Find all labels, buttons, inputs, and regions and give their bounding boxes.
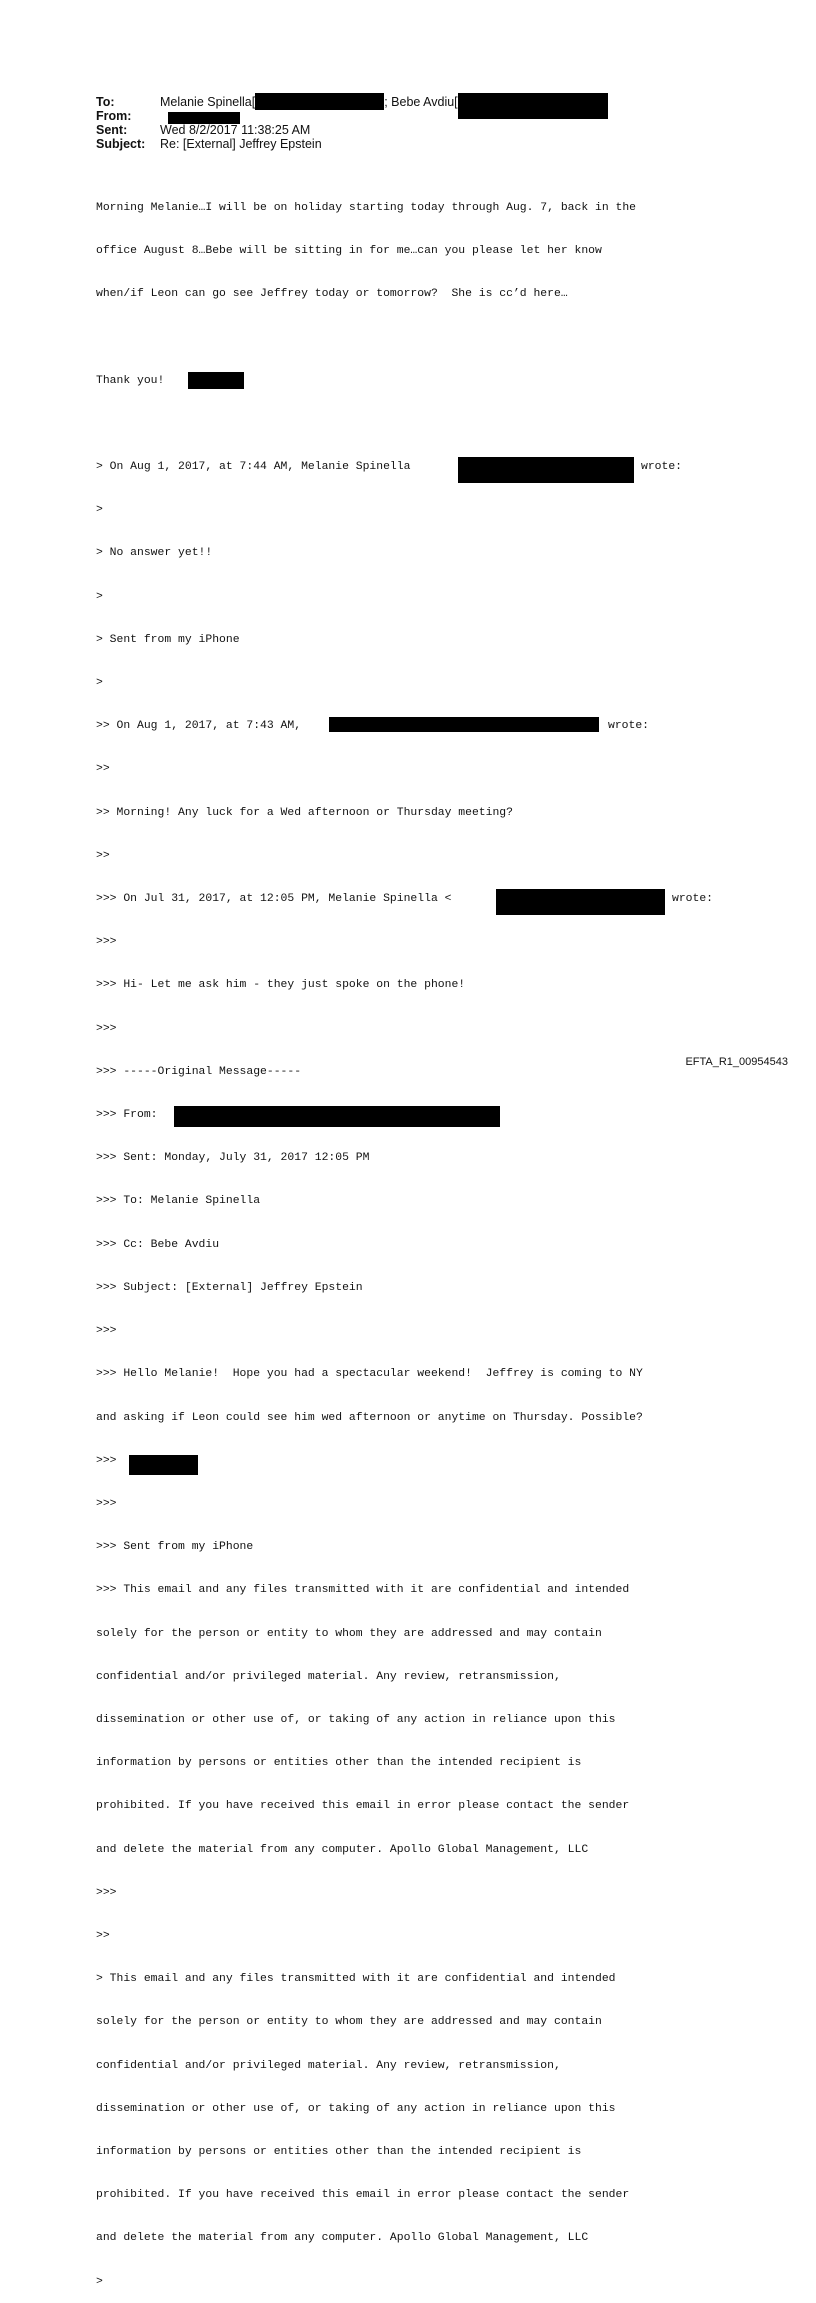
quote-header: > On Aug 1, 2017, at 7:44 AM, Melanie Spinella xyxy=(96,461,411,474)
body-line: > Sent from my iPhone xyxy=(96,633,240,646)
redaction-box xyxy=(129,1455,198,1475)
body-line: >>> Hello Melanie! Hope you had a spectacular weekend! Jeffrey is coming to NY xyxy=(96,1368,643,1381)
body-line: >>> To: Melanie Spinella xyxy=(96,1195,261,1208)
body-line xyxy=(96,460,756,474)
body-line: >>> -----Original Message----- xyxy=(96,1065,302,1078)
body-line: >>> Subject: [External] Jeffrey Epstein xyxy=(96,1281,363,1294)
body-line: dissemination or other use of, or taking of any action in reliance upon this xyxy=(96,2102,616,2115)
body-line: information by persons or entities other than the intended recipient is xyxy=(96,2145,582,2158)
body-line xyxy=(96,892,756,906)
body-line: >>> xyxy=(96,1022,117,1035)
body-line: when/if Leon can go see Jeffrey today or tomorrow? She is cc’d here… xyxy=(96,288,568,301)
body-line: > No answer yet!! xyxy=(96,547,213,560)
body-line: >>> xyxy=(96,1454,756,1468)
redaction-box xyxy=(174,1106,500,1127)
quote-header: >>> On Jul 31, 2017, at 12:05 PM, Melanie Spinella < xyxy=(96,893,452,906)
body-line: prohibited. If you have received this email in error please contact the sender xyxy=(96,2189,630,2202)
body-line: dissemination or other use of, or taking of any action in reliance upon this xyxy=(96,1713,616,1726)
sent-value: Wed 8/2/2017 11:38:25 AM xyxy=(160,123,311,137)
body-line: solely for the person or entity to whom they are addressed and may contain xyxy=(96,2016,602,2029)
body-line: prohibited. If you have received this email in error please contact the sender xyxy=(96,1800,630,1813)
body-line: and asking if Leon could see him wed afternoon or anytime on Thursday. Possible? xyxy=(96,1411,643,1424)
quote-header: >> On Aug 1, 2017, at 7:43 AM, xyxy=(96,720,302,733)
body-line: >> Morning! Any luck for a Wed afternoon or Thursday meeting? xyxy=(96,806,513,819)
subject-label: Subject: xyxy=(96,137,146,151)
orig-from-label: >>> From: xyxy=(96,1109,158,1122)
body-line xyxy=(96,417,756,431)
to-label: To: xyxy=(96,95,115,109)
body-line xyxy=(96,719,756,733)
document-id: EFTA_R1_00954543 xyxy=(685,1056,788,1068)
quote-wrote: wrote: xyxy=(641,461,683,474)
body-line: and delete the material from any computer. Apollo Global Management, LLC xyxy=(96,1843,589,1856)
body-line: office August 8…Bebe will be sitting in for me…can you please let her know xyxy=(96,245,602,258)
body-line: >>> xyxy=(96,1497,117,1510)
body-line: >>> This email and any files transmitted with it are confidential and intended xyxy=(96,1584,630,1597)
body-line xyxy=(96,1108,756,1122)
body-line: solely for the person or entity to whom they are addressed and may contain xyxy=(96,1627,602,1640)
redaction-box xyxy=(255,93,384,110)
body-line: Morning Melanie…I will be on holiday starting today through Aug. 7, back in the xyxy=(96,201,637,214)
redaction-box xyxy=(496,889,665,915)
sent-label: Sent: xyxy=(96,123,128,137)
quote-wrote: wrote: xyxy=(672,893,714,906)
email-body xyxy=(96,172,756,2303)
body-line: >>> Sent from my iPhone xyxy=(96,1541,254,1554)
redaction-box xyxy=(329,717,599,732)
body-line: confidential and/or privileged material. Any review, retransmission, xyxy=(96,1670,561,1683)
body-line: > xyxy=(96,2275,103,2288)
redaction-box xyxy=(458,457,634,483)
body-line: information by persons or entities other than the intended recipient is xyxy=(96,1757,582,1770)
sign-off: Thank you! xyxy=(96,374,165,387)
body-line: >>> Hi- Let me ask him - they just spoke on the phone! xyxy=(96,979,466,992)
body-line: > xyxy=(96,504,103,517)
body-line xyxy=(96,374,756,388)
quote-wrote: wrote: xyxy=(608,720,650,733)
to-recipient-1: Melanie Spinella[ xyxy=(160,95,256,109)
redaction-box xyxy=(188,372,244,389)
body-line: > xyxy=(96,677,103,690)
body-line: >>> Sent: Monday, July 31, 2017 12:05 PM xyxy=(96,1152,370,1165)
body-line: >> xyxy=(96,763,110,776)
body-line: >>> xyxy=(96,1886,117,1899)
body-line: confidential and/or privileged material. Any review, retransmission, xyxy=(96,2059,561,2072)
body-line: >>> Cc: Bebe Avdiu xyxy=(96,1238,220,1251)
body-line: >> xyxy=(96,1929,110,1942)
to-separator: ; Bebe Avdiu[ xyxy=(384,95,458,109)
body-line: > xyxy=(96,590,103,603)
body-line: > This email and any files transmitted with it are confidential and intended xyxy=(96,1973,616,1986)
from-label: From: xyxy=(96,109,132,123)
body-line: >> xyxy=(96,849,110,862)
subject-value: Re: [External] Jeffrey Epstein xyxy=(160,137,322,151)
body-line xyxy=(96,330,756,344)
body-line: >>> xyxy=(96,936,117,949)
body-line: >>> xyxy=(96,1325,117,1338)
redaction-box xyxy=(458,93,608,119)
body-line: and delete the material from any computer. Apollo Global Management, LLC xyxy=(96,2232,589,2245)
